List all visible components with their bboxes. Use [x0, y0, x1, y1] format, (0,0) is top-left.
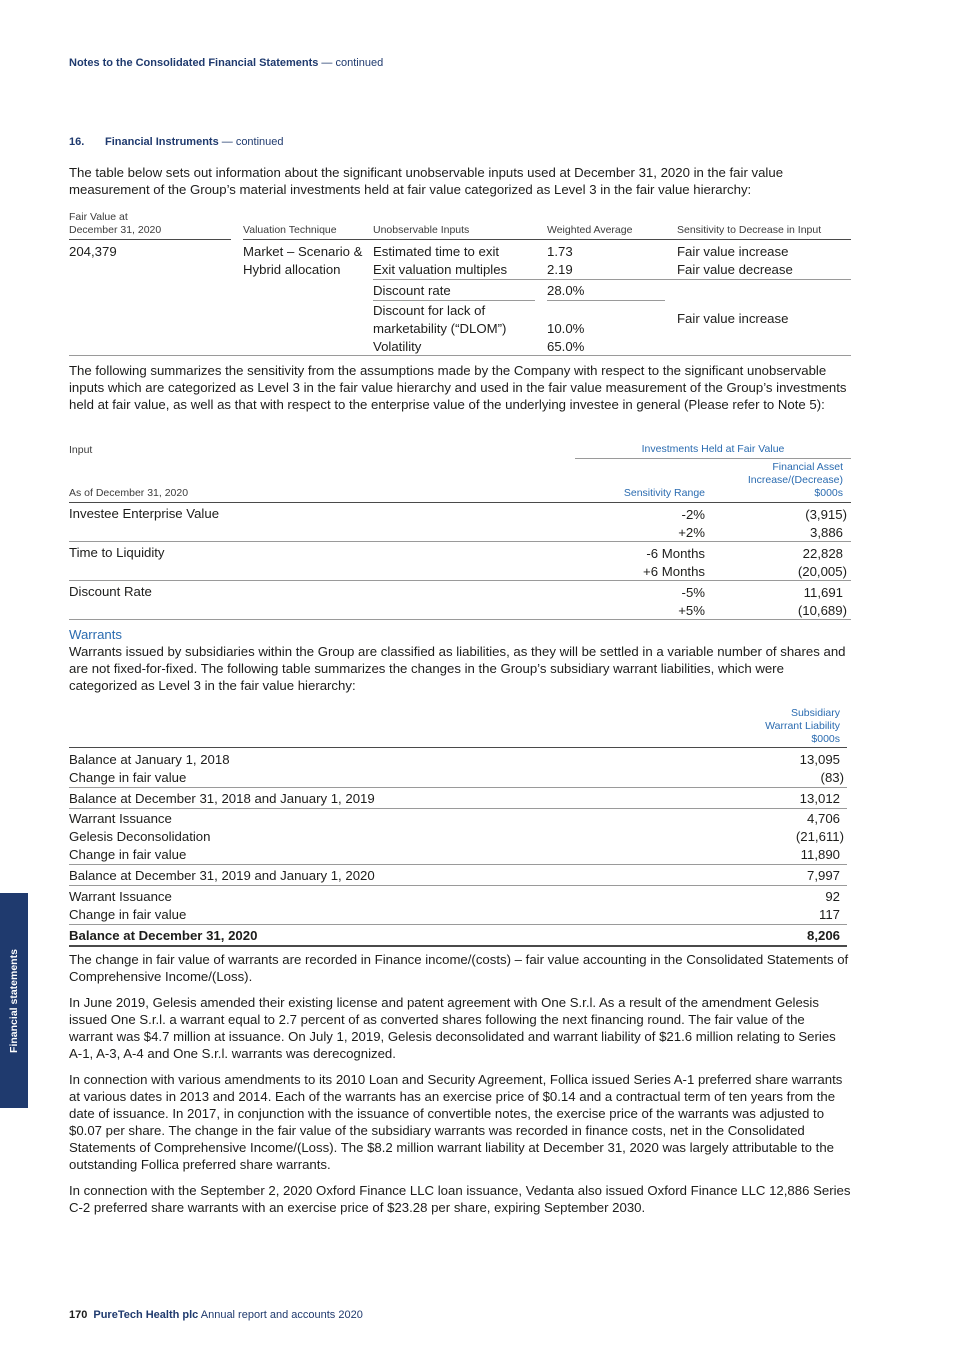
- t3-header-line1: Subsidiary: [790, 707, 840, 719]
- t1-header-technique: Valuation Technique: [243, 224, 337, 236]
- t3-label: Warrant Issuance: [69, 889, 172, 904]
- t3-row-rule: [69, 924, 847, 925]
- t3-value: 13,095: [799, 752, 840, 767]
- t1-technique-line2: Hybrid allocation: [243, 262, 341, 277]
- t2-header-rule: [69, 502, 851, 503]
- t1-input-line2: marketability (“DLOM”): [373, 321, 507, 336]
- t2-header-group: Investments Held at Fair Value: [641, 443, 785, 455]
- warrants-paragraph: Warrants issued by subsidiaries within the Group are classified as liabilities, as they will be settled in a variable number of shares and are not fixed-for-fixed. The following table summarizes the changes in the Group’s subsidiary warrant liabilities, which were categorized as Level 3 in the fair value hierarchy:: [69, 644, 846, 693]
- t3-row-rule: [69, 787, 847, 788]
- t1-sensitivity: Fair value increase: [677, 311, 789, 326]
- t2-header-asset-line2: Increase/(Decrease): [747, 474, 843, 486]
- t3-label: Balance at December 31, 2018 and January 1, 2019: [69, 791, 375, 806]
- footer-company: PureTech Health plc: [93, 1309, 199, 1321]
- side-tab-label: Financial statements: [8, 948, 20, 1053]
- t3-value: 117: [818, 907, 840, 922]
- t1-fair-value: 204,379: [69, 244, 117, 259]
- t2-range: +6 Months: [643, 564, 705, 579]
- t1-row-rule: [547, 300, 665, 301]
- t3-value: 11,890: [800, 847, 840, 862]
- t2-group-label: Discount Rate: [69, 584, 152, 599]
- warrants-heading: Warrants: [69, 627, 123, 642]
- page-number: 170: [69, 1309, 88, 1321]
- gelesis-paragraph: In June 2019, Gelesis amended their existing license and patent agreement with One S.r.l. As a result of the amendment Gelesis issued One S.r.l. a warrant equal to 2.7 percent of as converted shares following the next financing round. The fair value of the warrant was $4.7 million at issuance. On July 1, 2019, Gelesis deconsolidated and warrant liability of $21.6 million relating to Series A-1, A-3, A-4 and One S.r.l. warrants was derecognized.: [69, 995, 836, 1061]
- t1-header-inputs: Unobservable Inputs: [373, 224, 470, 236]
- t3-value: 92: [825, 889, 840, 904]
- t1-sensitivity: Fair value decrease: [677, 262, 793, 277]
- t3-row-rule: [69, 864, 847, 865]
- t1-header-fv-line1: Fair Value at: [69, 211, 128, 223]
- t2-range: -2%: [681, 507, 705, 522]
- t1-technique-line1: Market – Scenario &: [243, 244, 363, 259]
- t2-header-asset: [713, 461, 843, 500]
- t3-value: 7,997: [806, 868, 840, 883]
- t3-label: Warrant Issuance: [69, 811, 172, 826]
- running-title: Notes to the Consolidated Financial Statements: [69, 57, 319, 69]
- t2-row-rule: [69, 580, 851, 581]
- t1-average: 10.0%: [547, 321, 585, 336]
- t2-header-asof: As of December 31, 2020: [69, 487, 189, 499]
- t2-range: +5%: [678, 603, 705, 618]
- t3-header-line2: Warrant Liability: [765, 720, 840, 732]
- section-title: Financial Instruments: [105, 136, 219, 148]
- follica-paragraph: In connection with various amendments to its 2010 Loan and Security Agreement, Follica issued Series A-1 preferred share warrants at various dates in 2013 and 2014. Each of the warrants has an exercise price of $0.14 and a contractual term of ten years from the date of issuance. In 2017, in conjunction with the issuance of convertible notes, the exercise price of the warrants was adjusted to $0.07 per share. The change in the fair value of the subsidiary warrants was recorded in finance costs, net in the Consolidated Statements of Comprehensive Income/(Loss). The $8.2 million warrant liability at December 31, 2020 was largely attributable to the outstanding Follica preferred share warrants.: [69, 1072, 843, 1172]
- t3-total-rule: [69, 945, 847, 947]
- t3-value: (83): [820, 770, 844, 785]
- t3-value: (21,611): [795, 829, 844, 844]
- t1-average: 65.0%: [547, 339, 585, 354]
- t2-value: 3,886: [809, 525, 843, 540]
- t2-range: +2%: [678, 525, 705, 540]
- t2-group-rule: [575, 458, 851, 459]
- t1-header-rule: [69, 239, 231, 240]
- page-footer: [69, 1309, 363, 1321]
- t1-header-fair-value: [69, 211, 161, 237]
- t3-row-rule: [69, 808, 847, 809]
- t1-header-sensitivity: Sensitivity to Decrease in Input: [677, 224, 822, 236]
- t2-value: (3,915): [805, 507, 847, 522]
- t3-label: Balance at December 31, 2019 and January 1, 2020: [69, 868, 375, 883]
- t2-value: (20,005): [797, 564, 847, 579]
- t2-value: 22,828: [802, 546, 843, 561]
- t3-header-line3: $000s: [811, 733, 840, 745]
- t2-header-asset-line3: $000s: [814, 487, 843, 499]
- t1-header-weighted: Weighted Average: [547, 224, 633, 236]
- t1-input-line1: Discount for lack of: [373, 303, 486, 318]
- t3-value: 4,706: [806, 811, 840, 826]
- t3-label-total: Balance at December 31, 2020: [69, 928, 258, 943]
- vedanta-paragraph: In connection with the September 2, 2020 Oxford Finance LLC loan issuance, Vedanta also issued Oxford Finance LLC 12,886 Series C-2 preferred share warrants with an exercise price of $23.28 per share, expiring September 2030.: [69, 1183, 851, 1215]
- t1-input: Estimated time to exit: [373, 244, 500, 259]
- t3-header-rule: [69, 747, 847, 748]
- t2-bottom-rule: [69, 619, 851, 620]
- t2-header-input: Input: [69, 444, 93, 456]
- t3-label: Change in fair value: [69, 847, 187, 862]
- t2-header-asset-line1: Financial Asset: [772, 461, 843, 473]
- section-number: 16.: [69, 136, 85, 148]
- t1-bottom-rule: [69, 355, 851, 356]
- t2-group-label: Investee Enterprise Value: [69, 506, 220, 521]
- t2-header-range: Sensitivity Range: [623, 487, 705, 499]
- section-heading: [69, 136, 284, 148]
- t3-label: Balance at January 1, 2018: [69, 752, 230, 767]
- t3-row-rule: [69, 885, 847, 886]
- t1-input: Volatility: [373, 339, 422, 354]
- t2-range: -5%: [681, 585, 705, 600]
- section-continued: — continued: [218, 136, 284, 148]
- t2-value: 11,691: [803, 585, 843, 600]
- t1-row-rule: [373, 279, 851, 280]
- intro-paragraph: The table below sets out information about the significant unobservable inputs used at December 31, 2020 in the fair value measurement of the Group’s material investments held at fair value categorized as Level 3 in the fair value hierarchy:: [69, 165, 784, 197]
- t3-header: [700, 707, 840, 746]
- t1-row-rule: [373, 300, 535, 301]
- t3-value-total: 8,206: [806, 928, 840, 943]
- footer-report: Annual report and accounts 2020: [200, 1309, 363, 1321]
- t1-input: Exit valuation multiples: [373, 262, 508, 277]
- t3-label: Change in fair value: [69, 907, 187, 922]
- t2-value: (10,689): [797, 603, 847, 618]
- t1-sensitivity: Fair value increase: [677, 244, 789, 259]
- t1-average: 2.19: [547, 262, 573, 277]
- t1-header-fv-line2: December 31, 2020: [69, 224, 162, 236]
- sensitivity-paragraph: The following summarizes the sensitivity from the assumptions made by the Company with respect to the significant unobservable inputs which are categorized as Level 3 in the fair value hierarchy and used in the fair value measurement of the Group’s investments held at fair value, as well as that with respect to the enterprise value of the underlying investee in general (Please refer to Note 5):: [69, 363, 847, 412]
- t1-average: 1.73: [547, 244, 573, 259]
- t1-average: 28.0%: [547, 283, 585, 298]
- running-header: [69, 57, 383, 69]
- t2-row-rule: [69, 541, 851, 542]
- t2-range: -6 Months: [646, 546, 705, 561]
- section-side-tab[interactable]: [0, 893, 28, 1108]
- t3-value: 13,012: [799, 791, 840, 806]
- t1-header-rule: [243, 239, 851, 240]
- change-paragraph: The change in fair value of warrants are recorded in Finance income/(costs) – fair value accounting in the Consolidated Statements of Comprehensive Income/(Loss).: [69, 952, 849, 984]
- t3-label: Gelesis Deconsolidation: [69, 829, 211, 844]
- t2-group-label: Time to Liquidity: [69, 545, 165, 560]
- t1-input: Discount rate: [373, 283, 451, 298]
- t3-label: Change in fair value: [69, 770, 187, 785]
- running-continued: — continued: [318, 57, 384, 69]
